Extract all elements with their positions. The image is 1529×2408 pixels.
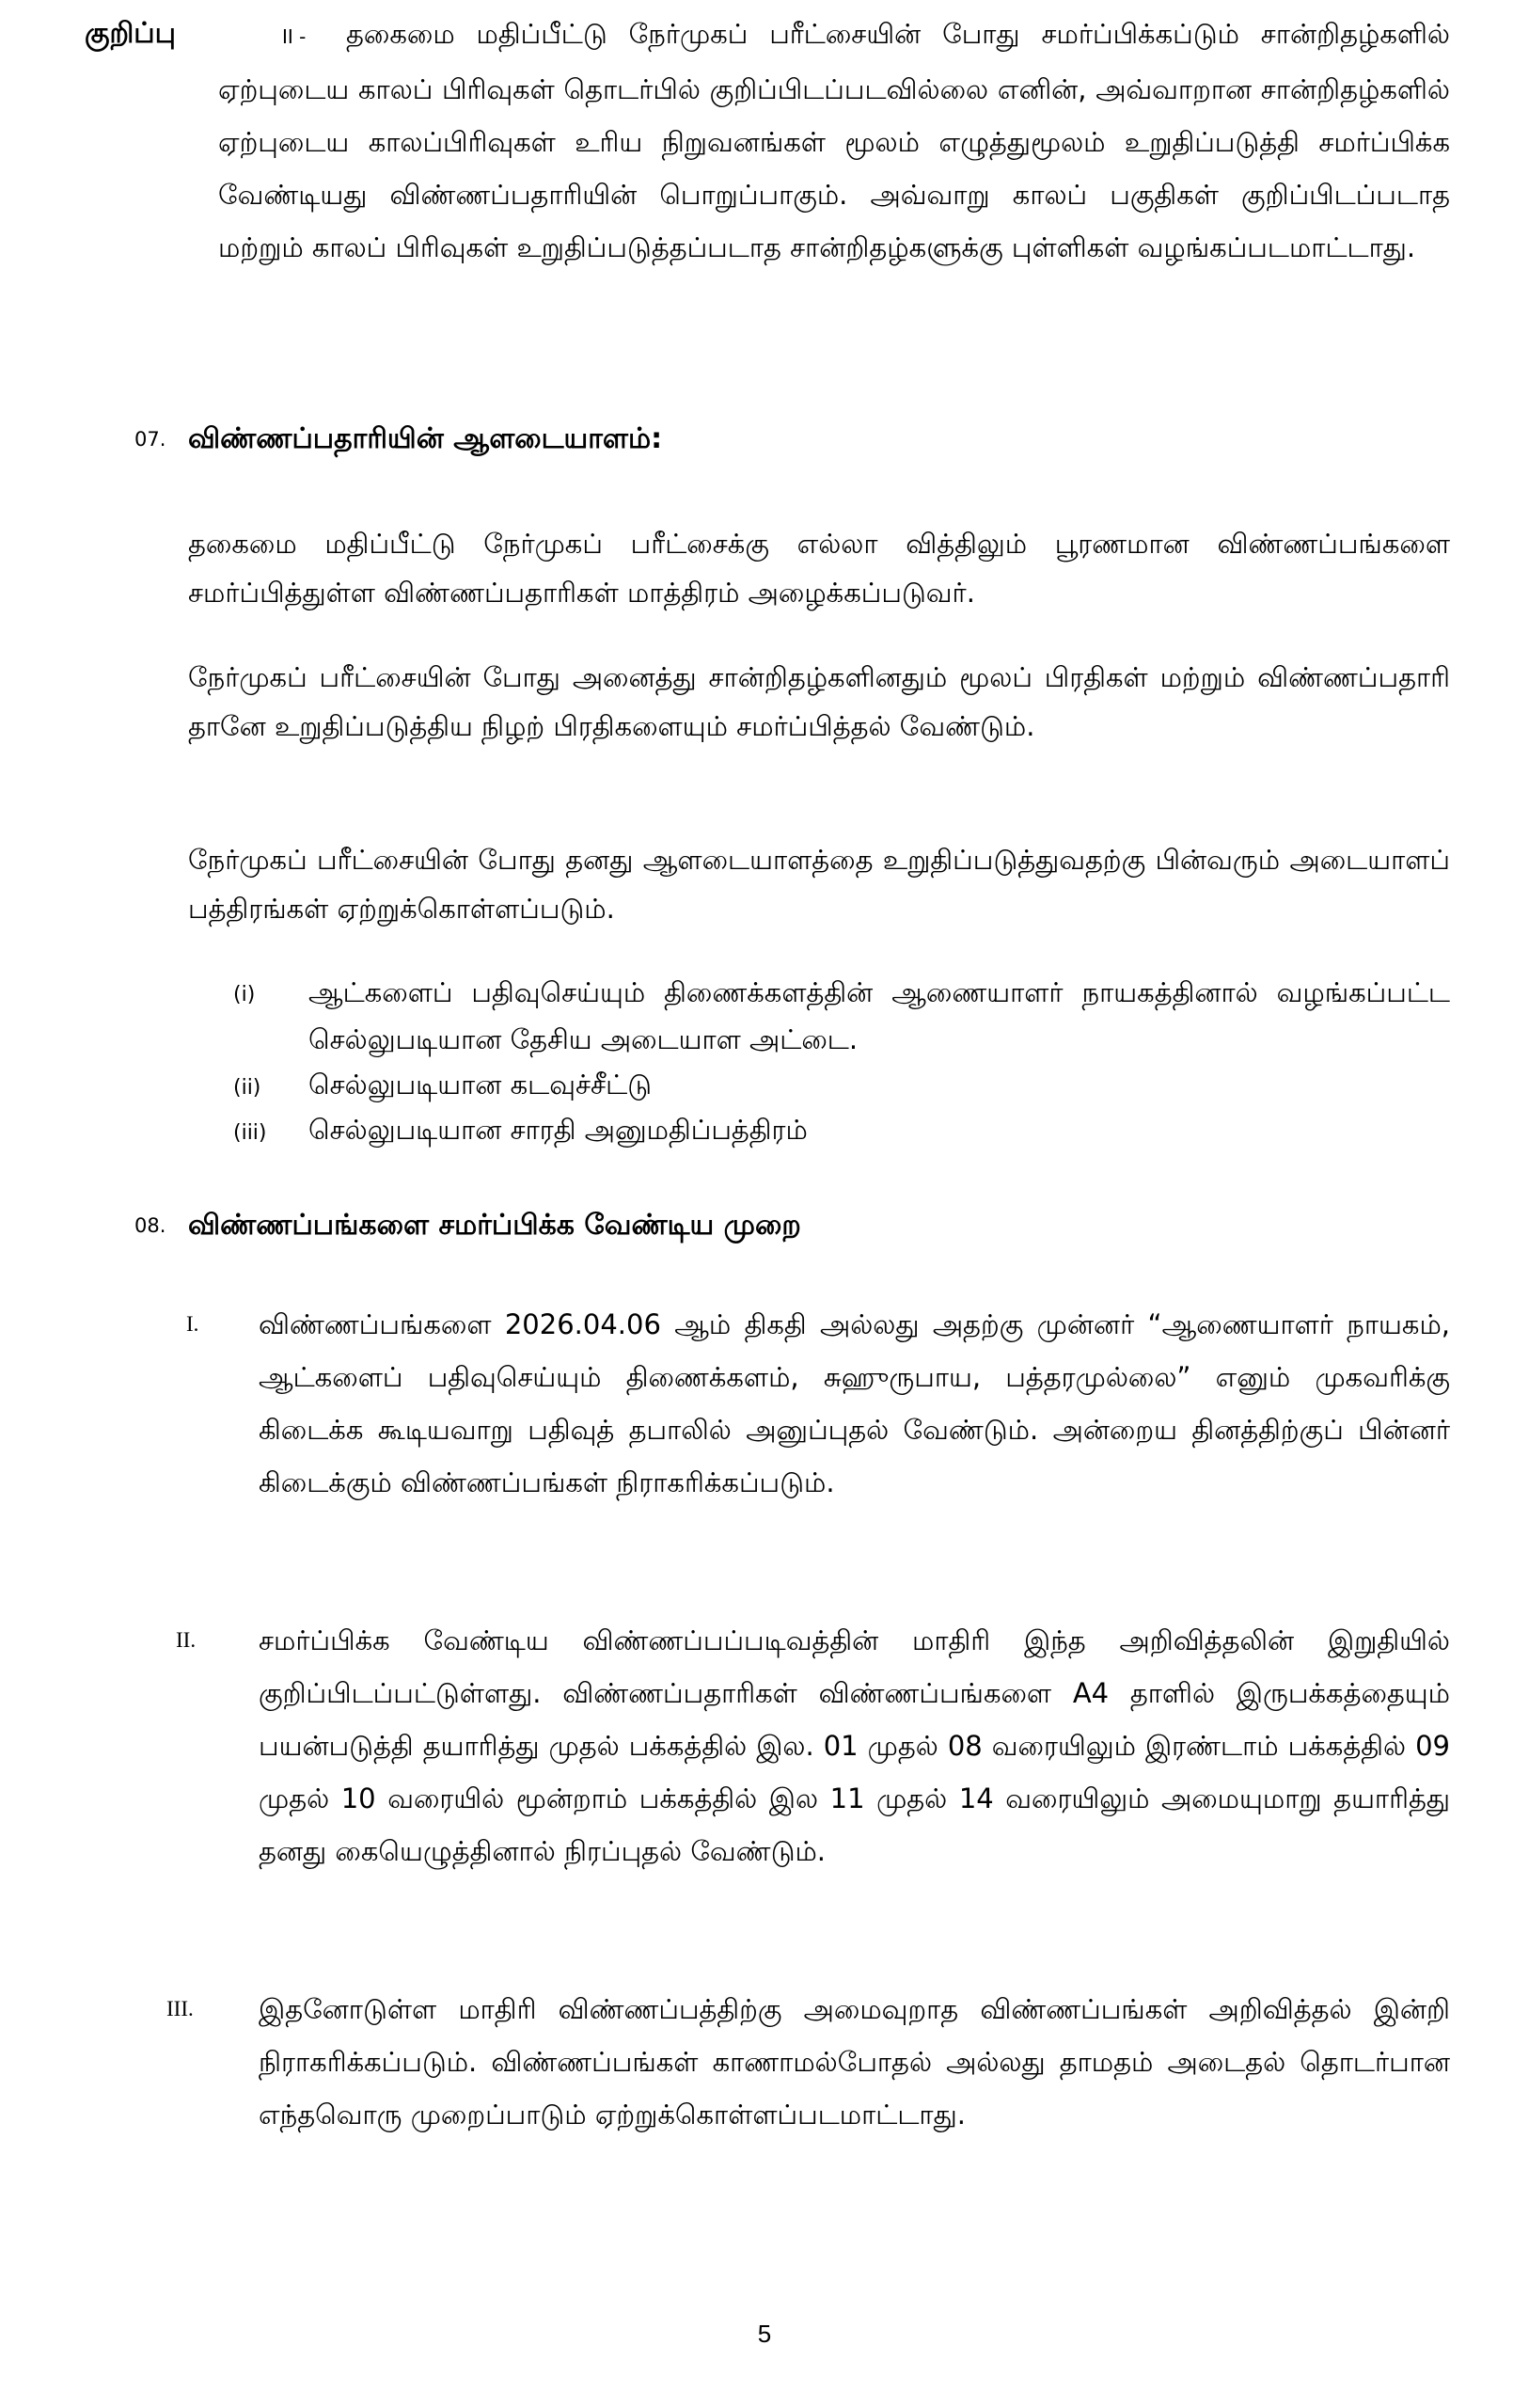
note-roman: II - (282, 25, 307, 48)
id-list-marker-2: (ii) (233, 1076, 261, 1100)
section-07-paragraph-3: நேர்முகப் பரீட்சையின் போது தனது ஆளடையாளத்தை உறுதிப்படுத்துவதற்கு பின்வரும் அடையாளப் பத்திரங்கள் ஏற்றுக்கொள்ளப்படும். (188, 844, 1450, 925)
note-text (218, 8, 1450, 274)
id-list-marker-1: (i) (233, 983, 256, 1006)
note-roman-spacer (218, 8, 346, 63)
submission-item-3: இதனோடுள்ள மாதிரி விண்ணப்பத்திற்கு அமைவுறாத விண்ணப்பங்கள் அறிவித்தல் இன்றி நிராகரிக்கப்படும். விண்ணப்பங்கள் காணாமல்போதல் அல்லது தாமதம் அடைதல் தொடர்பான எந்தவொரு முறைப்பாடும் ஏற்றுக்கொள்ளப்படமாட்டாது. (259, 1993, 1450, 2131)
section-07-paragraph-2: நேர்முகப் பரீட்சையின் போது அனைத்து சான்றிதழ்களினதும் மூலப் பிரதிகள் மற்றும் விண்ணப்பதாரி தானே உறுதிப்படுத்திய நிழற் பிரதிகளையும் சமர்ப்பித்தல் வேண்டும். (188, 661, 1450, 742)
submission-item-2: சமர்ப்பிக்க வேண்டிய விண்ணப்பப்படிவத்தின் மாதிரி இந்த அறிவித்தலின் இறுதியில் குறிப்பிடப்பட்டுள்ளது. விண்ணப்பதாரிகள் விண்ணப்பங்களை A4 தாளில் இருபக்கத்தையும் பயன்படுத்தி தயாரித்து முதல் பக்கத்தில் இல. 01 முதல் 08 வரையிலும் இரண்டாம் பக்கத்தில் 09 முதல் 10 வரையில் மூன்றாம் பக்கத்தில் இல 11 முதல் 14 வரையிலும் அமையுமாறு தயாரித்து தனது கையெழுத்தினால் நிரப்புதல் வேண்டும். (259, 1624, 1450, 1867)
id-list-item-2: செல்லுபடியான கடவுச்சீட்டு (308, 1069, 653, 1101)
page-number: 5 (757, 2320, 772, 2348)
id-list-marker-3: (iii) (233, 1121, 267, 1145)
section-08-title: விண்ணப்பங்களை சமர்ப்பிக்க வேண்டிய முறை (188, 1209, 801, 1242)
section-07-paragraph-1: தகைமை மதிப்பீட்டு நேர்முகப் பரீட்சைக்கு எல்லா வித்திலும் பூரணமான விண்ணப்பங்களை சமர்ப்பித்துள்ள விண்ணப்பதாரிகள் மாத்திரம் அழைக்கப்படுவர். (188, 528, 1450, 609)
submission-item-marker-2: II. (176, 1628, 197, 1652)
note-label: குறிப்பு (85, 17, 176, 50)
submission-item-marker-3: III. (166, 1997, 194, 2020)
section-08-number: 08. (134, 1214, 166, 1237)
section-07-title: விண்ணப்பதாரியின் ஆளடையாளம்: (188, 422, 663, 455)
submission-item-marker-1: I. (186, 1312, 199, 1336)
id-list-item-1: ஆட்களைப் பதிவுசெய்யும் திணைக்களத்தின் ஆணையாளர் நாயகத்தினால் வழங்கப்பட்ட செல்லுபடியான தேசிய அடையாள அட்டை. (308, 976, 1450, 1055)
note-text-content: தகைமை மதிப்பீட்டு நேர்முகப் பரீட்சையின் போது சமர்ப்பிக்கப்டும் சான்றிதழ்களில் ஏற்புடைய காலப் பிரிவுகள் தொடர்பில் குறிப்பிடப்படவில்லை எனின், அவ்வாறான சான்றிதழ்களில் ஏற்புடைய காலப்பிரிவுகள் உரிய நிறுவனங்கள் மூலம் எழுத்துமூலம் உறுதிப்படுத்தி சமர்ப்பிக்க வேண்டியது விண்ணப்பதாரியின் பொறுப்பாகும். அவ்வாறு காலப் பகுதிகள் குறிப்பிடப்படாத மற்றும் காலப் பிரிவுகள் உறுதிப்படுத்தப்படாத சான்றிதழ்களுக்கு புள்ளிகள் வழங்கப்படமாட்டாது. (218, 18, 1450, 263)
submission-item-1: விண்ணப்பங்களை 2026.04.06 ஆம் திகதி அல்லது அதற்கு முன்னர் “ஆணையாளர் நாயகம், ஆட்களைப் பதிவுசெய்யும் திணைக்களம், சுஹுருபாய, பத்தரமுல்லை” எனும் முகவரிக்கு கிடைக்க கூடியவாறு பதிவுத் தபாலில் அனுப்புதல் வேண்டும். அன்றைய தினத்திற்குப் பின்னர் கிடைக்கும் விண்ணப்பங்கள் நிராகரிக்கப்படும். (259, 1308, 1450, 1498)
id-list-item-3: செல்லுபடியான சாரதி அனுமதிப்பத்திரம் (308, 1114, 808, 1146)
section-07-number: 07. (134, 428, 166, 451)
